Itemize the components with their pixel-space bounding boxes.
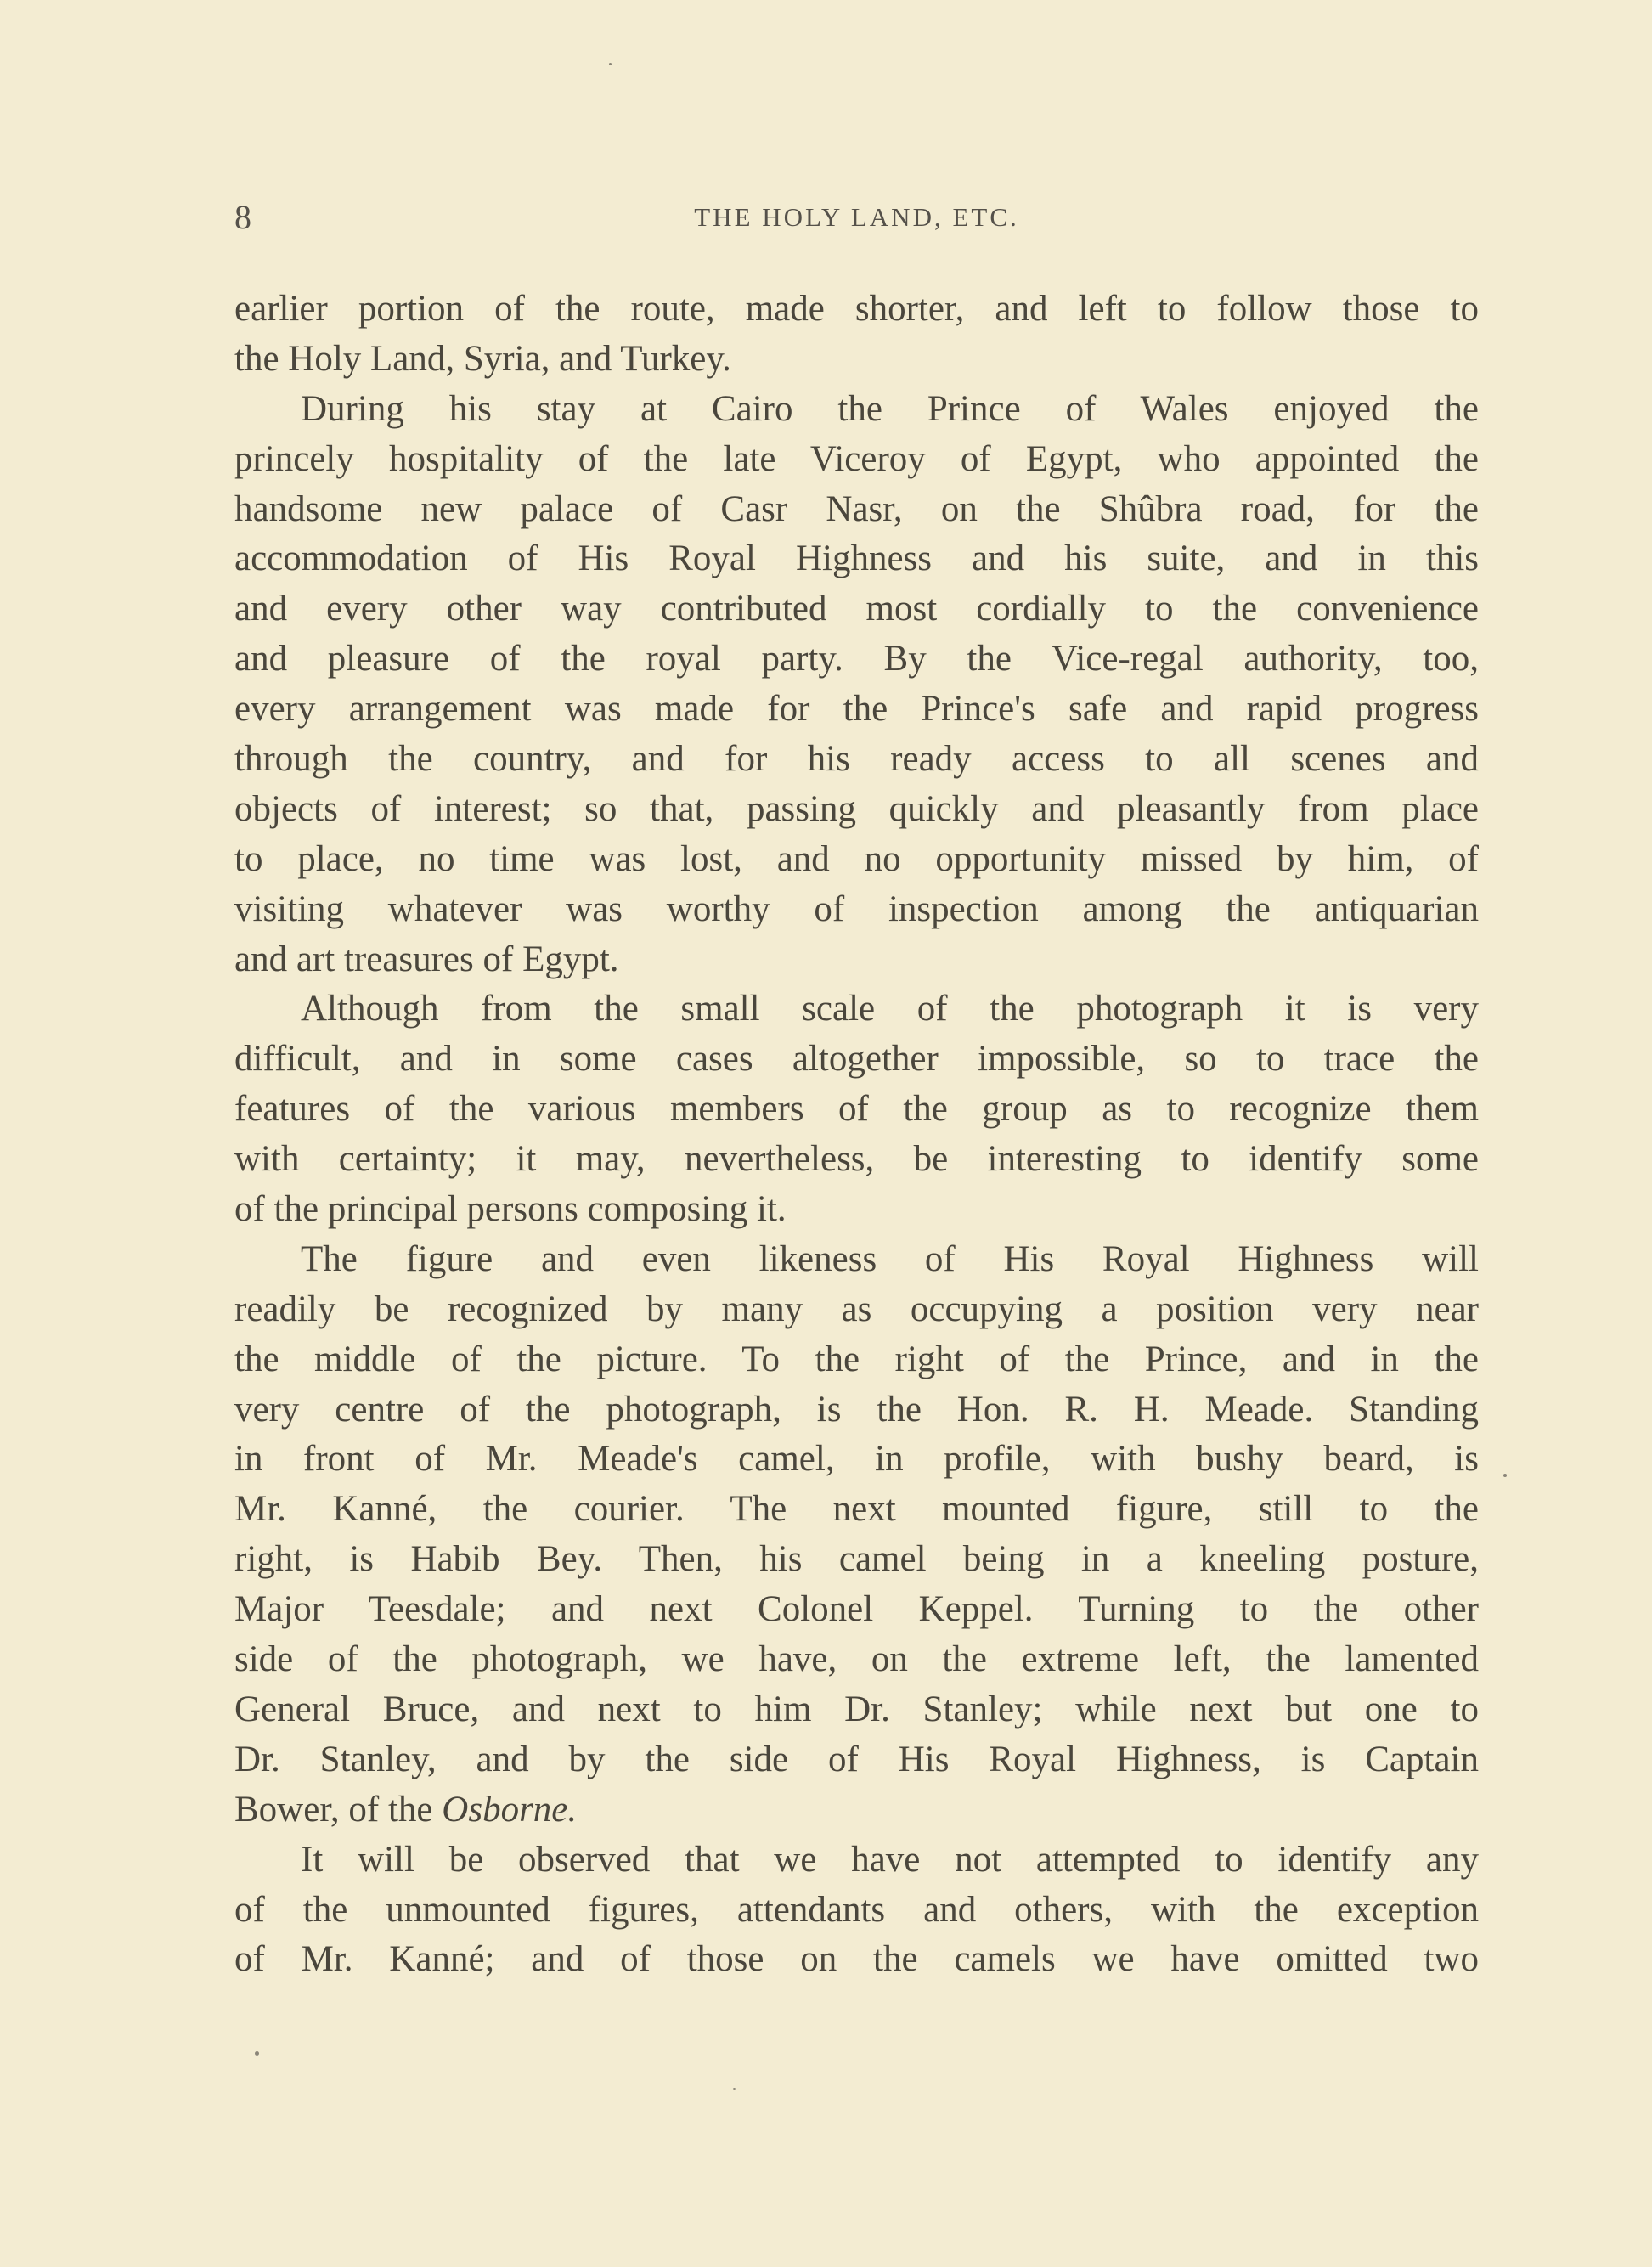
text-line: difficult, and in some cases altogether impossible, so to trace the [234,1039,1479,1080]
text-line: in front of Mr. Meade's camel, in profile, with bushy beard, is [234,1439,1479,1480]
paper-speck [609,63,612,65]
text-line: and pleasure of the royal party. By the Vice-regal authority, too, [234,639,1479,680]
text-line: It will be observed that we have not attempted to identify any [301,1839,1479,1880]
text-line: of the principal persons composing it. [234,1189,787,1230]
text-line: princely hospitality of the late Viceroy of Egypt, who appointed the [234,438,1479,479]
text-line: features of the various members of the group as to recognize them [234,1089,1479,1130]
text-line: Although from the small scale of the photograph it is very [301,989,1479,1029]
text-line: right, is Habib Bey. Then, his camel being in a kneeling posture, [234,1539,1479,1580]
text-line: and every other way contributed most cordially to the convenience [234,589,1479,629]
text-line: Major Teesdale; and next Colonel Keppel. Turning to the other [234,1589,1479,1630]
text-line: of the unmounted figures, attendants and others, with the exception [234,1889,1479,1930]
paper-speck [733,2088,736,2090]
text-line: the Holy Land, Syria, and Turkey. [234,338,731,379]
text-line: During his stay at Cairo the Prince of Wales enjoyed the [301,388,1479,429]
text-line: the middle of the picture. To the right of the Prince, and in the [234,1339,1479,1379]
text-line: The figure and even likeness of His Royal Highness will [301,1238,1479,1279]
paper-speck [255,2051,259,2056]
body-text [234,285,1479,1985]
running-head [234,197,1479,248]
text-line: readily be recognized by many as occupying a position very near [234,1289,1479,1329]
text-line: objects of interest; so that, passing quickly and pleasantly from place [234,788,1479,829]
text-line: General Bruce, and next to him Dr. Stanley; while next but one to [234,1689,1479,1729]
page-number: 8 [234,198,251,236]
text-line: of Mr. Kanné; and of those on the camels we have omitted two [234,1939,1479,1980]
paper-speck [1503,1474,1507,1477]
text-line: and art treasures of Egypt. [234,939,619,979]
text-line: accommodation of His Royal Highness and his suite, and in this [234,539,1479,579]
text-line: Mr. Kanné, the courier. The next mounted figure, still to the [234,1489,1479,1530]
text-fragment: Bower, of the [234,1789,443,1830]
text-line: with certainty; it may, nevertheless, be interesting to identify some [234,1139,1479,1180]
text-line: Dr. Stanley, and by the side of His Royal Highness, is Captain [234,1739,1479,1779]
text-line: handsome new palace of Casr Nasr, on the Shûbra road, for the [234,488,1479,529]
text-line: every arrangement was made for the Prince's safe and rapid progress [234,689,1479,730]
text-line: visiting whatever was worthy of inspection among the antiquarian [234,888,1479,929]
text-line: through the country, and for his ready access to all scenes and [234,739,1479,780]
running-title: THE HOLY LAND, ETC. [694,202,1019,232]
ship-name-italic: Osborne. [442,1789,578,1830]
text-line: earlier portion of the route, made shorter, and left to follow those to [234,289,1479,329]
text-line: side of the photograph, we have, on the extreme left, the lamented [234,1639,1479,1680]
text-line: very centre of the photograph, is the Hon. R. H. Meade. Standing [234,1389,1479,1430]
text-line-with-italic [234,1785,1479,1836]
text-line: to place, no time was lost, and no opportunity missed by him, of [234,838,1479,879]
